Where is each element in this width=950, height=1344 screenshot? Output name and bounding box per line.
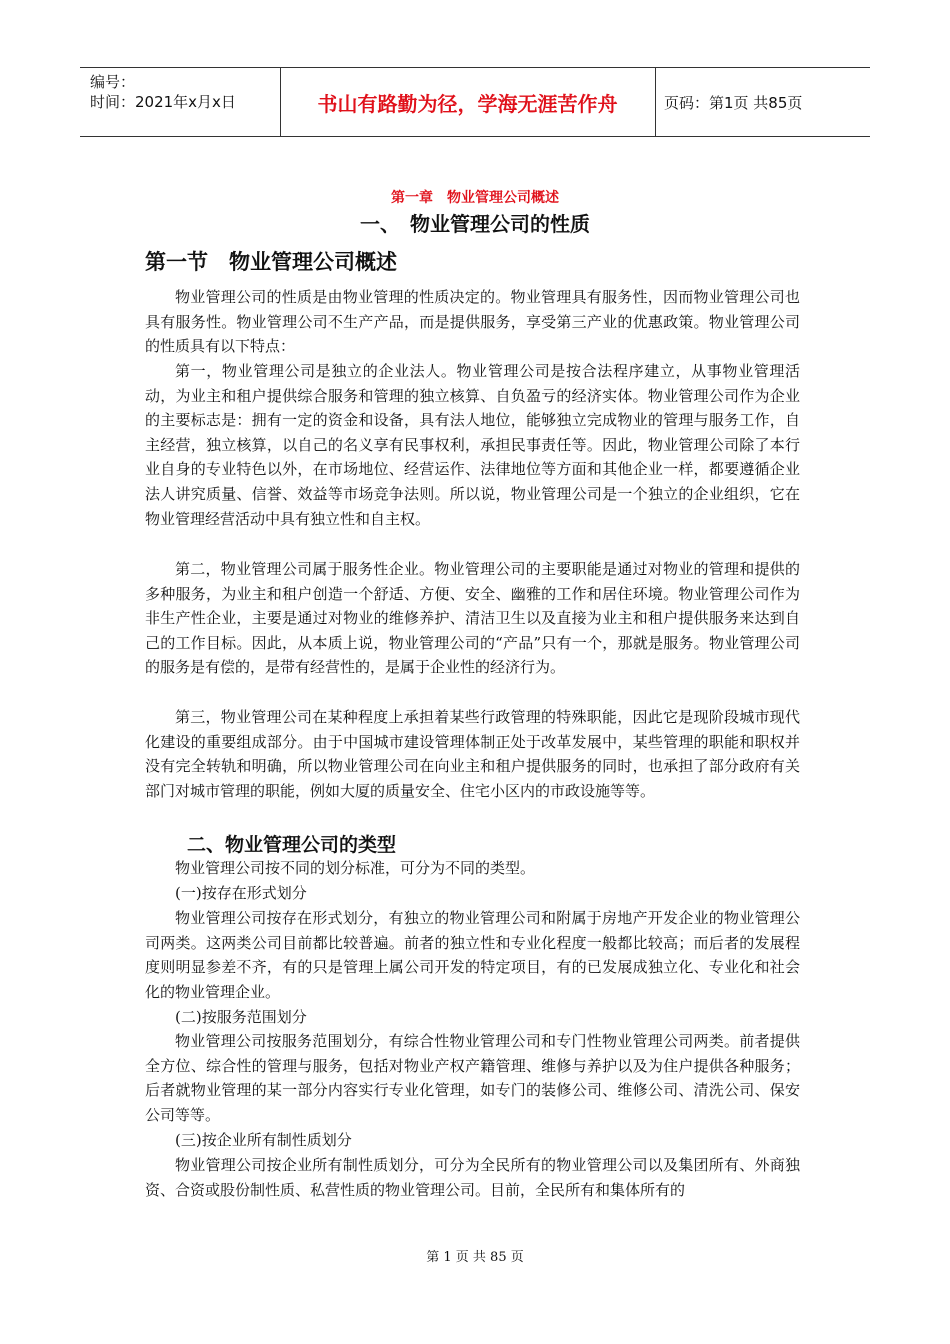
heading-section: 第一节 物业管理公司概述 [145,250,397,274]
heading-main: 一、 物业管理公司的性质 [360,212,590,236]
paragraph: 第一，物业管理公司是独立的企业法人。物业管理公司是按合法程序建立，从事物业管理活动，为业主和租户提供综合服务和管理的独立核算、自负盈亏的经济实体。物业管理公司作为企业的主要标志是：拥有一定的资金和设备，具有法人地位，能够独立完成物业的管理与服务工作，自主经营，独立核算，以自己的名义享有民事权利，承担民事责任等。因此，物业管理公司除了本行业自身的专业特色以外，在市场地位、经营运作、法律地位等方面和其他企业一样，都要遵循企业法人讲究质量、信誉、效益等市场竞争法则。所以说，物业管理公司是一个独立的企业组织，它在物业管理经营活动中具有独立性和自主权。 [145,362,800,528]
paragraph: (一)按存在形式划分 [175,884,307,902]
number-label: 编号： [90,73,136,91]
paragraph: 第三，物业管理公司在某种程度上承担着某些行政管理的特殊职能，因此它是现阶段城市现代化建设的重要组成部分。由于中国城市建设管理体制正处于改革发展中，某些管理的职能和职权并没有完全转轨和明确，所以物业管理公司在向业主和租户提供服务的同时，也承担了部分政府有关部门对城市管理的职能，例如大厦的质量安全、住宅小区内的市政设施等等。 [145,708,800,800]
paragraph: (二)按服务范围划分 [175,1008,307,1026]
paragraph: 物业管理公司的性质是由物业管理的性质决定的。物业管理具有服务性，因而物业管理公司也具有服务性。物业管理公司不生产产品，而是提供服务，享受第三产业的优惠政策。物业管理公司的性质具有以下特点： [145,288,800,356]
header-divider [655,68,656,136]
paragraph: 物业管理公司按存在形式划分，有独立的物业管理公司和附属于房地产开发企业的物业管理公司两类。这两类公司目前都比较普遍。前者的独立性和专业化程度一般都比较高；而后者的发展程度则明显参差不齐，有的只是管理上属公司开发的特定项目，有的已发展成独立化、专业化和社会化的物业管理企业。 [145,909,800,1001]
time-label: 时间：2021年x月x日 [90,93,236,111]
heading-types: 二、物业管理公司的类型 [187,834,397,856]
paragraph: (三)按企业所有制性质划分 [175,1131,352,1149]
paragraph: 物业管理公司按服务范围划分，有综合性物业管理公司和专门性物业管理公司两类。前者提供全方位、综合性的管理与服务，包括对物业产权产籍管理、维修与养护以及为住户提供各种服务；后者就物业管理的某一部分内容实行专业化管理，如专门的装修公司、维修公司、清洗公司、保安公司等等。 [145,1032,800,1124]
paragraph: 第二，物业管理公司属于服务性企业。物业管理公司的主要职能是通过对物业的管理和提供的多种服务，为业主和租户创造一个舒适、方便、安全、幽雅的工作和居住环境。物业管理公司作为非生产性企业，主要是通过对物业的维修养护、清洁卫生以及直接为业主和租户提供服务来达到自己的工作目标。因此，从本质上说，物业管理公司的“产品”只有一个，那就是服务。物业管理公司的服务是有偿的，是带有经营性的，是属于企业性的经济行为。 [145,560,800,677]
paragraph: 物业管理公司按企业所有制性质划分，可分为全民所有的物业管理公司以及集团所有、外商独资、合资或股份制性质、私营性质的物业管理公司。目前，全民所有和集体所有的 [145,1156,800,1199]
header-page-info: 页码：第1页 共85页 [664,94,803,112]
header-table [80,67,870,137]
header-meta [90,72,236,112]
chapter-title: 第一章 物业管理公司概述 [391,190,559,206]
paragraph: 物业管理公司按不同的划分标准，可分为不同的类型。 [175,859,536,877]
page-footer: 第 1 页 共 85 页 [426,1250,524,1265]
header-motto: 书山有路勤为径，学海无涯苦作舟 [317,92,618,116]
